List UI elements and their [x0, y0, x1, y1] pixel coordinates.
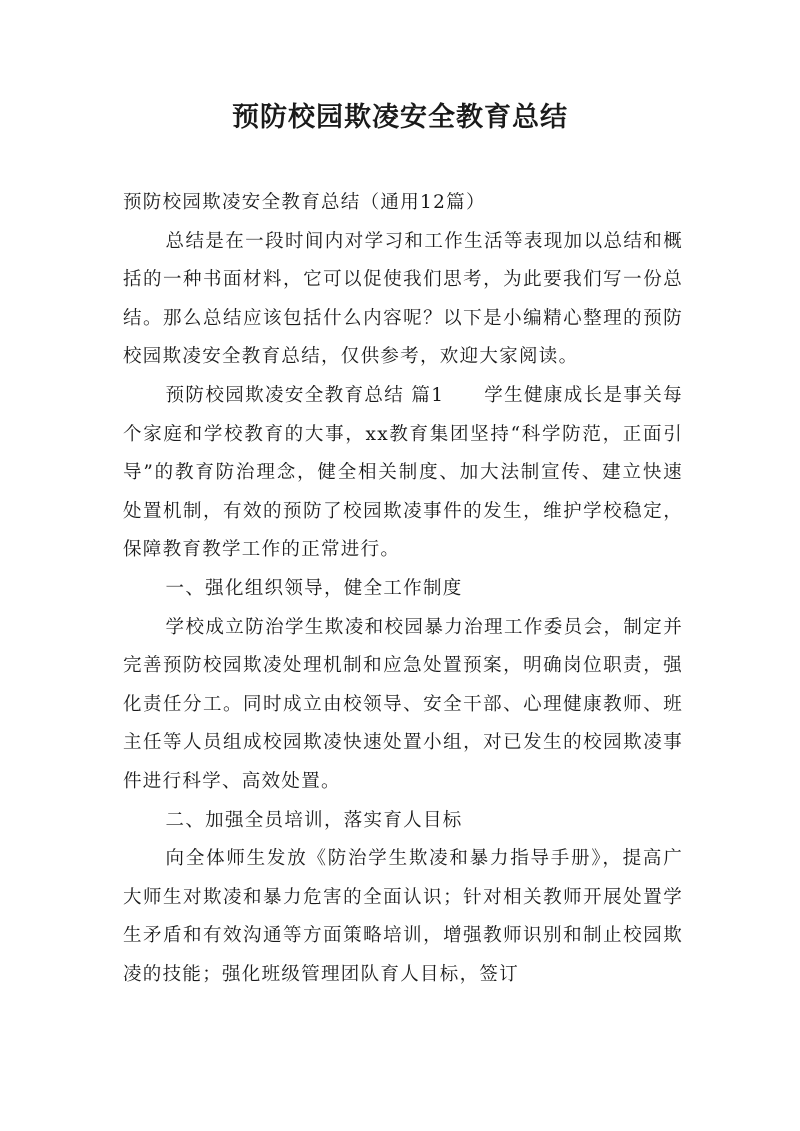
document-body — [123, 184, 683, 994]
paragraph-subtitle: 预防校园欺凌安全教育总结（通用12篇） — [123, 192, 486, 213]
section-heading-1: 一、强化组织领导，健全工作制度 — [165, 577, 463, 599]
paragraph-section-1: 学校成立防治学生欺凌和校园暴力治理工作委员会，制定并完善预防校园欺凌处理机制和应急处置预案，明确岗位职责，强化责任分工。同时成立由校领导、安全干部、心理健康教师、班主任等人员组成校园欺凌快速处置小组，对已发生的校园欺凌事件进行科学、高效处置。 — [123, 616, 683, 792]
paragraph-intro: 总结是在一段时间内对学习和工作生活等表现加以总结和概括的一种书面材料，它可以促使我们思考，为此要我们写一份总结。那么总结应该包括什么内容呢？以下是小编精心整理的预防校园欺凌安全教育总结，仅供参考，欢迎大家阅读。 — [123, 230, 683, 368]
paragraph-article-1: 预防校园欺凌安全教育总结 篇1 学生健康成长是事关每个家庭和学校教育的大事，xx教育集团坚持“科学防范，正面引导”的教育防治理念，健全相关制度、加大法制宣传、建立快速处置机制，有效的预防了校园欺凌事件的发生，维护学校稳定，保障教育教学工作的正常进行。 — [123, 384, 683, 561]
document-title: 预防校园欺凌安全教育总结 — [232, 102, 568, 133]
section-heading-2: 二、加强全员培训，落实育人目标 — [165, 809, 463, 831]
paragraph-section-2: 向全体师生发放《防治学生欺凌和暴力指导手册》，提高广大师生对欺凌和暴力危害的全面认识；针对相关教师开展处置学生矛盾和有效沟通等方面策略培训，增强教师识别和制止校园欺凌的技能；强化班级管理团队育人目标，签订 — [123, 848, 683, 985]
